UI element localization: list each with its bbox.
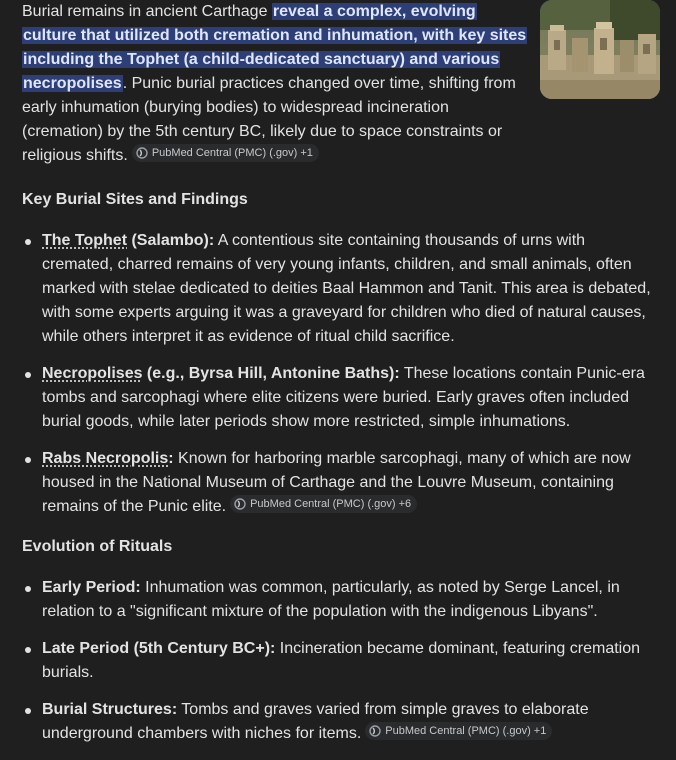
list-item: Late Period (5th Century BC+): Incineration became dominant, featuring cremation burials. [22, 637, 658, 685]
list-item: The Tophet (Salambo): A contentious site containing thousands of urns with cremated, charred remains of very young infants, children, and small animals, often marked with stelae dedicated to deities Baal Hammon and Tanit. This area is debated, with some experts arguing it was a graveyard for children who died of natural causes, while others interpret it as evidence of ritual child sacrifice. [22, 229, 658, 349]
intro-highlight: reveal a complex, evolving culture that utilized both cremation and inhumation, with key sites including the Tophet (a child-dedicated sanctuary) and various necropolises [23, 3, 527, 92]
rituals-list [22, 576, 658, 746]
citation-label: PubMed Central (PMC) (.gov) +1 [151, 147, 313, 159]
citation-chip[interactable] [365, 722, 552, 740]
intro-tail: . Punic burial practices changed over time, shifting from early inhumation (burying bodies) to widespread incineration (cremation) by the 5th century BC, likely due to space constraints or religious shifts. [22, 75, 516, 164]
list-item: Rabs Necropolis: Known for harboring marble sarcophagi, many of which are now housed in the National Museum of Carthage and the Louvre Museum, containing remains of the Punic elite. PubMed Central (PMC) (.gov) +6 [22, 447, 658, 519]
ai-answer [22, 0, 658, 746]
sites-list [22, 229, 658, 519]
list-item: Necropolises (e.g., Byrsa Hill, Antonine Baths): These locations contain Punic-era tombs and sarcophagi where elite citizens were buried. Early graves often included burial goods, while later periods show more restricted, simple inhumations. [22, 362, 658, 434]
pmc-source-icon [234, 498, 246, 510]
list-item: Early Period: Inhumation was common, particularly, as noted by Serge Lancel, in relation to a "significant mixture of the population with the indigenous Libyans". [22, 576, 658, 624]
carthage-ruins-thumbnail[interactable] [540, 0, 660, 99]
section-heading-rituals: Evolution of Rituals [22, 538, 173, 555]
citation-chip[interactable] [230, 495, 417, 513]
pmc-source-icon [369, 725, 381, 737]
link-necropolises[interactable]: Necropolises [42, 365, 143, 382]
intro-lead: Burial remains in ancient Carthage [22, 3, 272, 20]
pmc-source-icon [136, 147, 148, 159]
link-tophet[interactable]: The Tophet [42, 232, 128, 249]
list-item: Burial Structures: Tombs and graves varied from simple graves to elaborate underground chambers with niches for items. PubMed Central (PMC) (.gov) +1 [22, 698, 658, 746]
citation-label: PubMed Central (PMC) (.gov) +1 [385, 725, 547, 737]
ruins-image-icon [540, 0, 660, 99]
citation-label: PubMed Central (PMC) (.gov) +6 [250, 498, 412, 510]
section-heading-sites: Key Burial Sites and Findings [22, 191, 248, 208]
link-rabs-necropolis[interactable]: Rabs Necropolis [42, 450, 169, 467]
citation-chip[interactable] [132, 144, 319, 162]
